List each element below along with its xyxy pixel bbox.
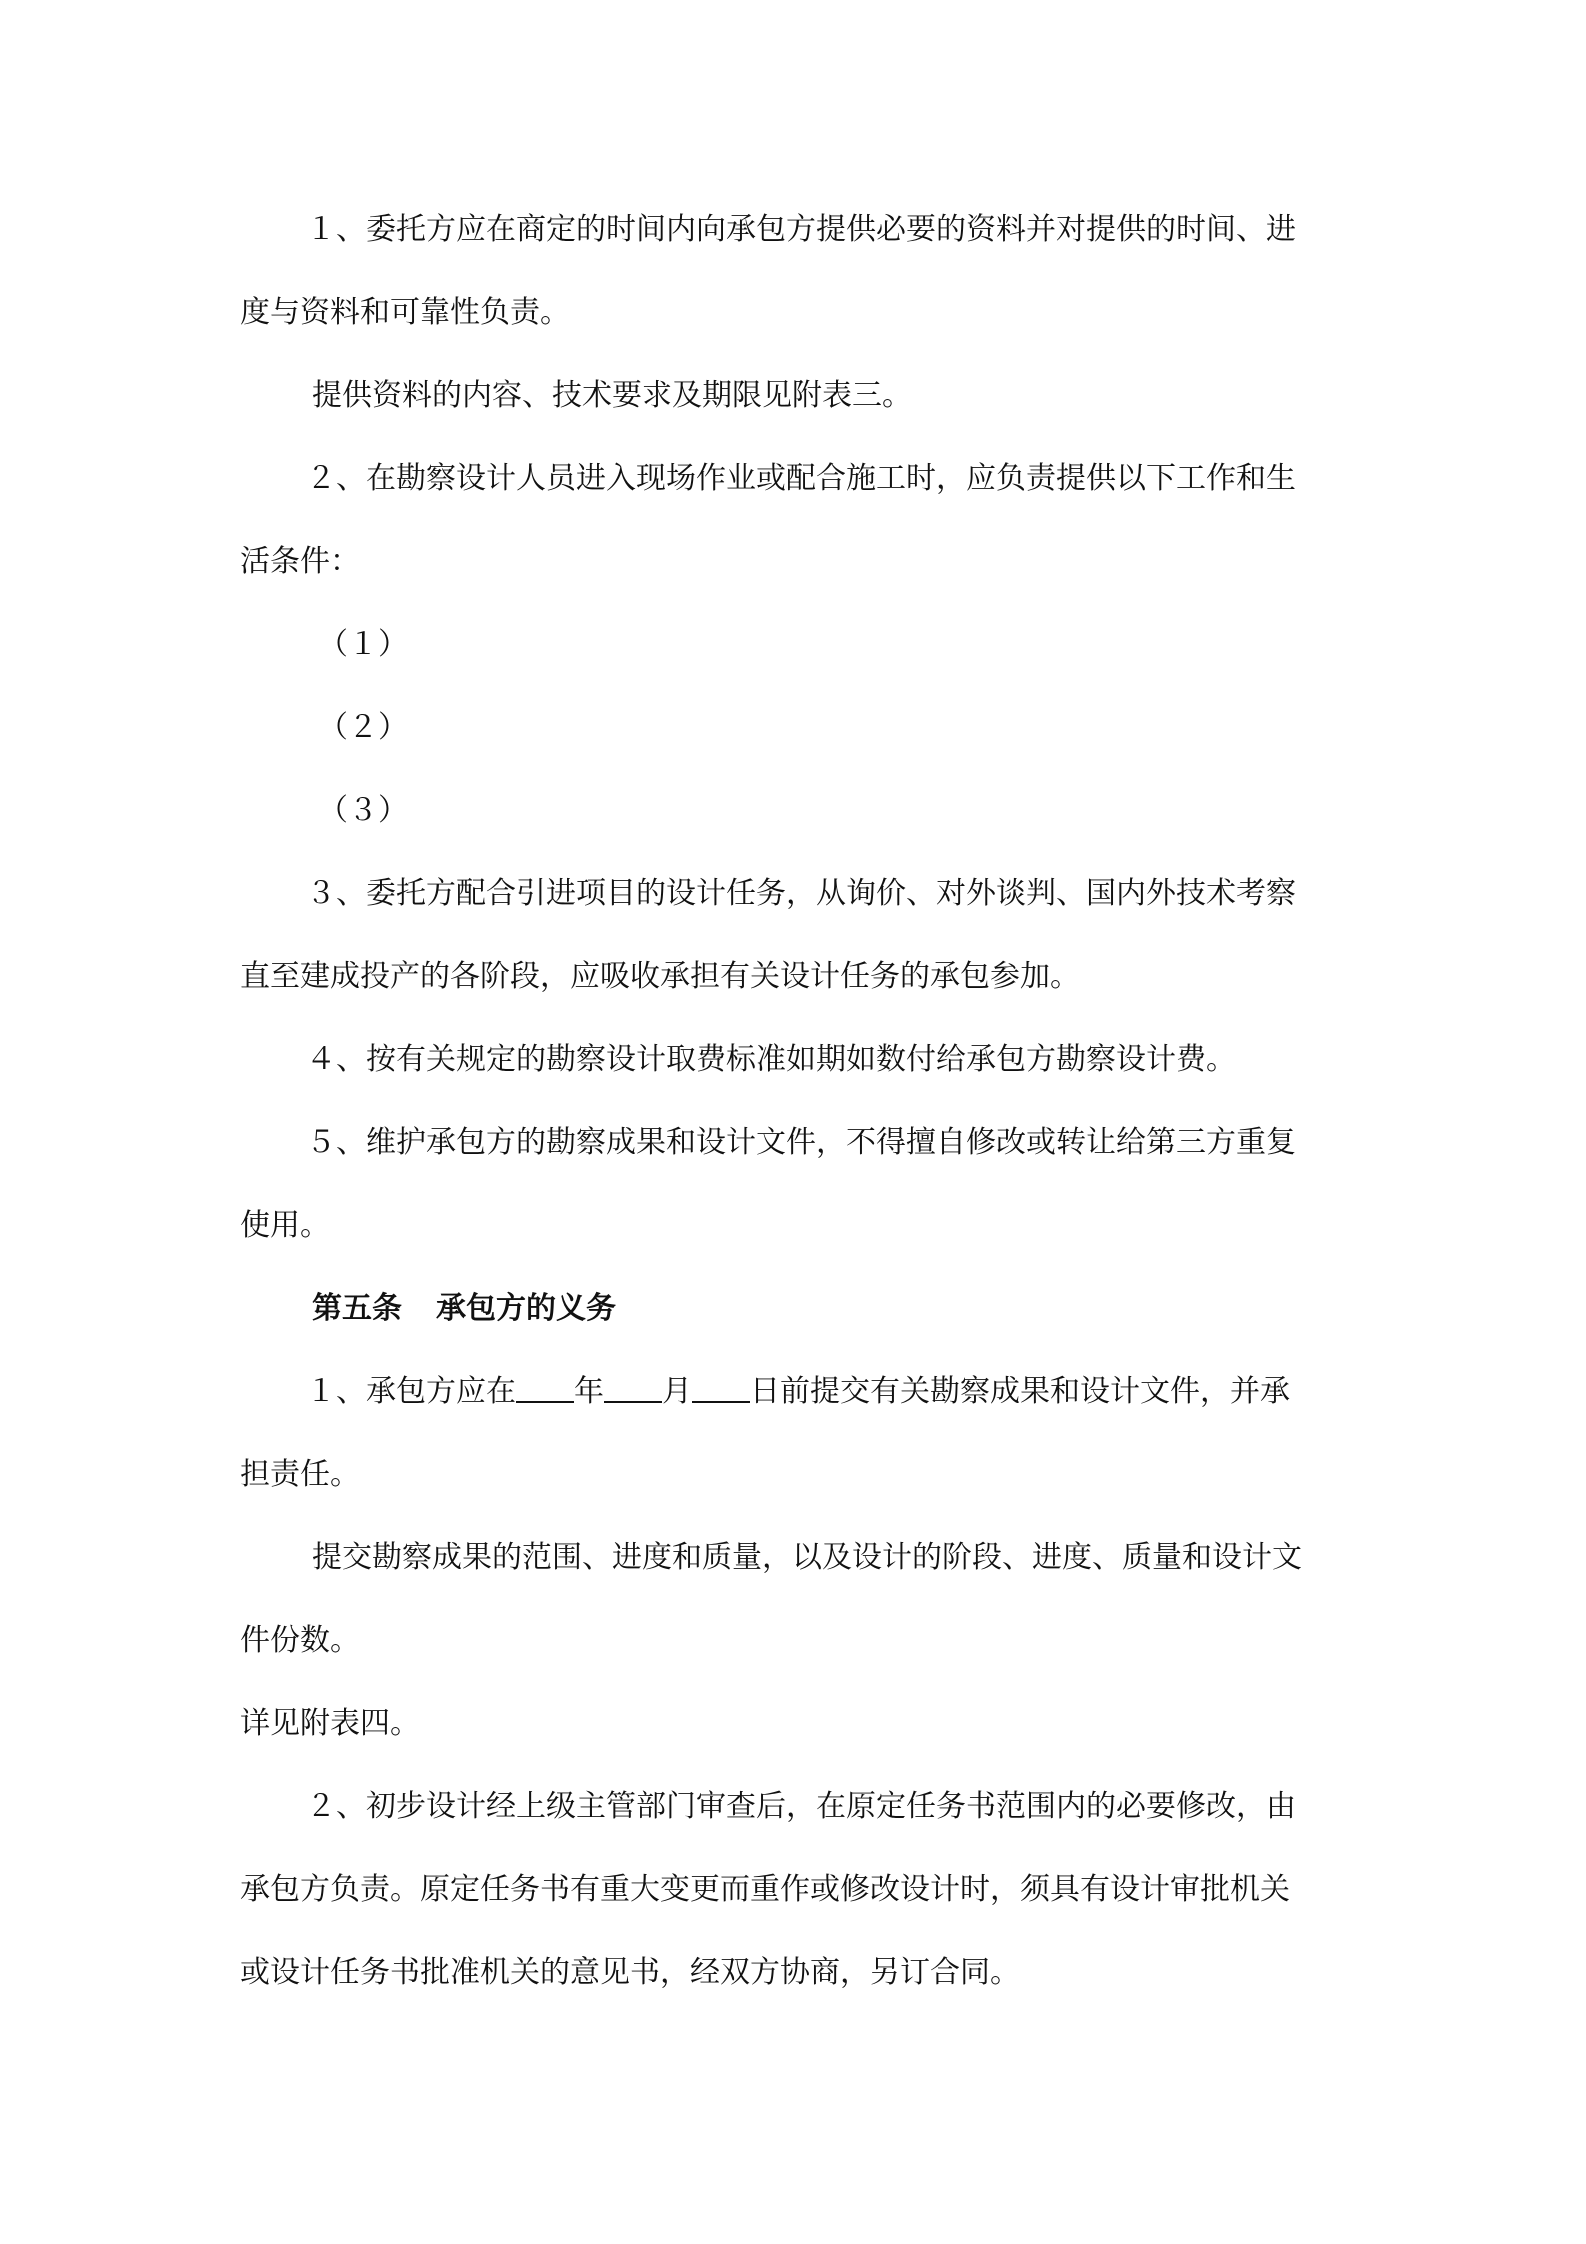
clause-1-line-1: １、委托方应在商定的时间内向承包方提供必要的资料并对提供的时间、进	[306, 212, 1296, 247]
clause-3-line-1: ３、委托方配合引进项目的设计任务，从询价、对外谈判、国内外技术考察	[306, 876, 1296, 911]
clause-5-line-2: 使用。	[240, 1208, 330, 1243]
clause-3-line-2: 直至建成投产的各阶段，应吸收承担有关设计任务的承包参加。	[240, 959, 1080, 994]
clause-1-note: 提供资料的内容、技术要求及期限见附表三。	[312, 378, 912, 413]
month-blank	[604, 1371, 662, 1403]
article-title: 承包方的义务	[436, 1291, 616, 1326]
item-3: （３）	[318, 793, 408, 828]
clause-2-line-1: ２、在勘察设计人员进入现场作业或配合施工时，应负责提供以下工作和生	[306, 461, 1296, 496]
obligation-1-note-line-2: 件份数。	[240, 1623, 360, 1658]
day-blank	[692, 1371, 750, 1403]
item-1: （１）	[318, 627, 408, 662]
clause-5-line-1: ５、维护承包方的勘察成果和设计文件，不得擅自修改或转让给第三方重复	[306, 1125, 1296, 1160]
obligation-1-line-2: 担责任。	[240, 1457, 360, 1492]
obligation-1-note-line-1: 提交勘察成果的范围、进度和质量，以及设计的阶段、进度、质量和设计文	[312, 1540, 1302, 1575]
obligation-1-prefix: １、承包方应在	[306, 1374, 516, 1409]
obligation-2-line-2: 承包方负责。原定任务书有重大变更而重作或修改设计时，须具有设计审批机关	[240, 1872, 1290, 1907]
obligation-1-suffix: 日前提交有关勘察成果和设计文件，并承	[750, 1374, 1290, 1409]
item-2: （２）	[318, 710, 408, 745]
obligation-1-note-line-3: 详见附表四。	[240, 1706, 420, 1741]
article-number: 第五条	[312, 1291, 402, 1326]
month-label: 月	[662, 1374, 692, 1409]
year-blank	[516, 1371, 574, 1403]
article-5-heading	[312, 1279, 616, 1339]
clause-1-line-2: 度与资料和可靠性负责。	[240, 295, 570, 330]
clause-4: ４、按有关规定的勘察设计取费标准如期如数付给承包方勘察设计费。	[306, 1042, 1236, 1077]
obligation-2-line-1: ２、初步设计经上级主管部门审查后，在原定任务书范围内的必要修改，由	[306, 1789, 1296, 1824]
obligation-1-line-1	[306, 1362, 1290, 1422]
clause-2-line-2: 活条件：	[240, 544, 360, 579]
year-label: 年	[574, 1374, 604, 1409]
obligation-2-line-3: 或设计任务书批准机关的意见书，经双方协商，另订合同。	[240, 1955, 1020, 1990]
